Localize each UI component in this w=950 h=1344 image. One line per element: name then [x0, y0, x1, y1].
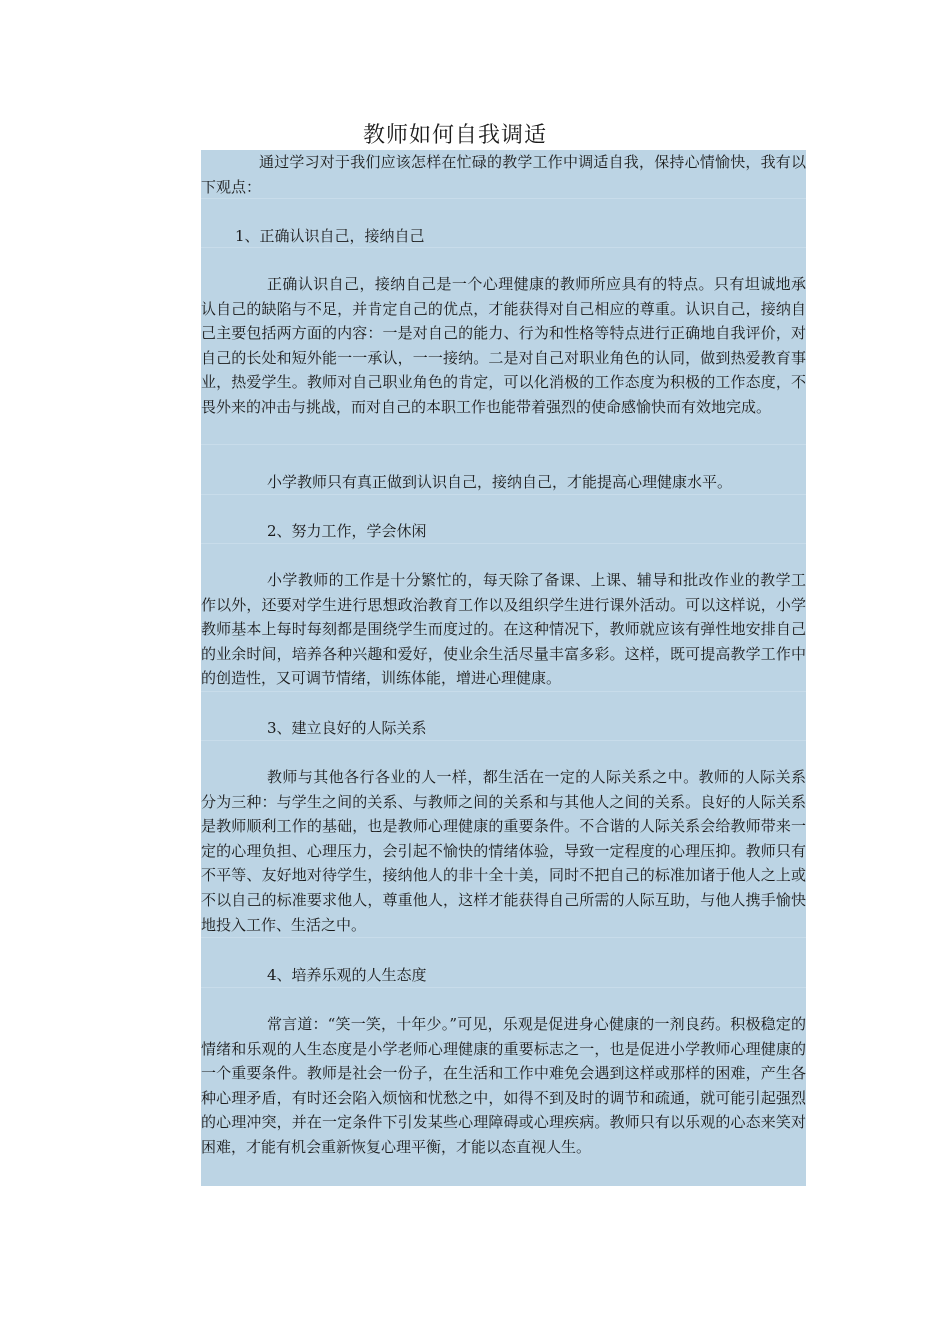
section-2-heading: 2、努力工作，学会休闲 [201, 519, 806, 544]
intro-paragraph: 通过学习对于我们应该怎样在忙碌的教学工作中调适自我，保持心情愉快，我有以下观点： [201, 150, 806, 199]
section-1-heading: 1、正确认识自己，接纳自己 [201, 224, 806, 248]
section-1-paragraph-1: 正确认识自己，接纳自己是一个心理健康的教师所应具有的特点。只有坦诚地承认自己的缺陷与不足，并肯定自己的优点，才能获得对自己相应的尊重。认识自己，接纳自己主要包括两方面的内容：一是对自己的能力、行为和性格等特点进行正确地自我评价，对自己的长处和短外能一一承认，一一接纳。二是对自己对职业角色的认同，做到热爱教育事业，热爱学生。教师对自己职业角色的肯定，可以化消极的工作态度为积极的工作态度，不畏外来的冲击与挑战，而对自己的本职工作也能带着强烈的使命感愉快而有效地完成。 [201, 272, 806, 445]
section-3-paragraph-1: 教师与其他各行各业的人一样，都生活在一定的人际关系之中。教师的人际关系分为三种：与学生之间的关系、与教师之间的关系和与其他人之间的关系。良好的人际关系是教师顺利工作的基础，也是教师心理健康的重要条件。不合谐的人际关系会给教师带来一定的心理负担、心理压力，会引起不愉快的情绪体验，导致一定程度的心理压抑。教师只有不平等、友好地对待学生，接纳他人的非十全十美，同时不把自己的标准加诸于他人之上或不以自己的标准要求他人，尊重他人，这样才能获得自己所需的人际互助，与他人携手愉快地投入工作、生活之中。 [201, 765, 806, 938]
section-4-heading: 4、培养乐观的人生态度 [201, 963, 806, 988]
section-2-paragraph-1: 小学教师的工作是十分繁忙的，每天除了备课、上课、辅导和批改作业的教学工作以外，还要对学生进行思想政治教育工作以及组织学生进行课外活动。可以这样说，小学教师基本上每时每刻都是围绕学生而度过的。在这种情况下，教师就应该有弹性地安排自己的业余时间，培养各种兴趣和爱好，使业余生活尽量丰富多彩。这样，既可提高教学工作中的创造性，又可调节情绪，训练体能，增进心理健康。 [201, 568, 806, 692]
document-body [201, 150, 806, 1186]
section-4-paragraph-1: 常言道：“笑一笑，十年少。”可见，乐观是促进身心健康的一剂良药。积极稳定的情绪和乐观的人生态度是小学老师心理健康的重要标志之一，也是促进小学教师心理健康的一个重要条件。教师是社会一份子，在生活和工作中难免会遇到这样或那样的困难，产生各种心理矛盾，有时还会陷入烦恼和忧愁之中，如得不到及时的调节和疏通，就可能引起强烈的心理冲突，并在一定条件下引发某些心理障碍或心理疾病。教师只有以乐观的心态来笑对困难，才能有机会重新恢复心理平衡，才能以态直视人生。 [201, 1015, 806, 1156]
section-3-heading: 3、建立良好的人际关系 [201, 716, 806, 741]
page-title: 教师如何自我调适 [362, 123, 547, 148]
section-1-paragraph-2: 小学教师只有真正做到认识自己，接纳自己，才能提高心理健康水平。 [201, 470, 806, 495]
